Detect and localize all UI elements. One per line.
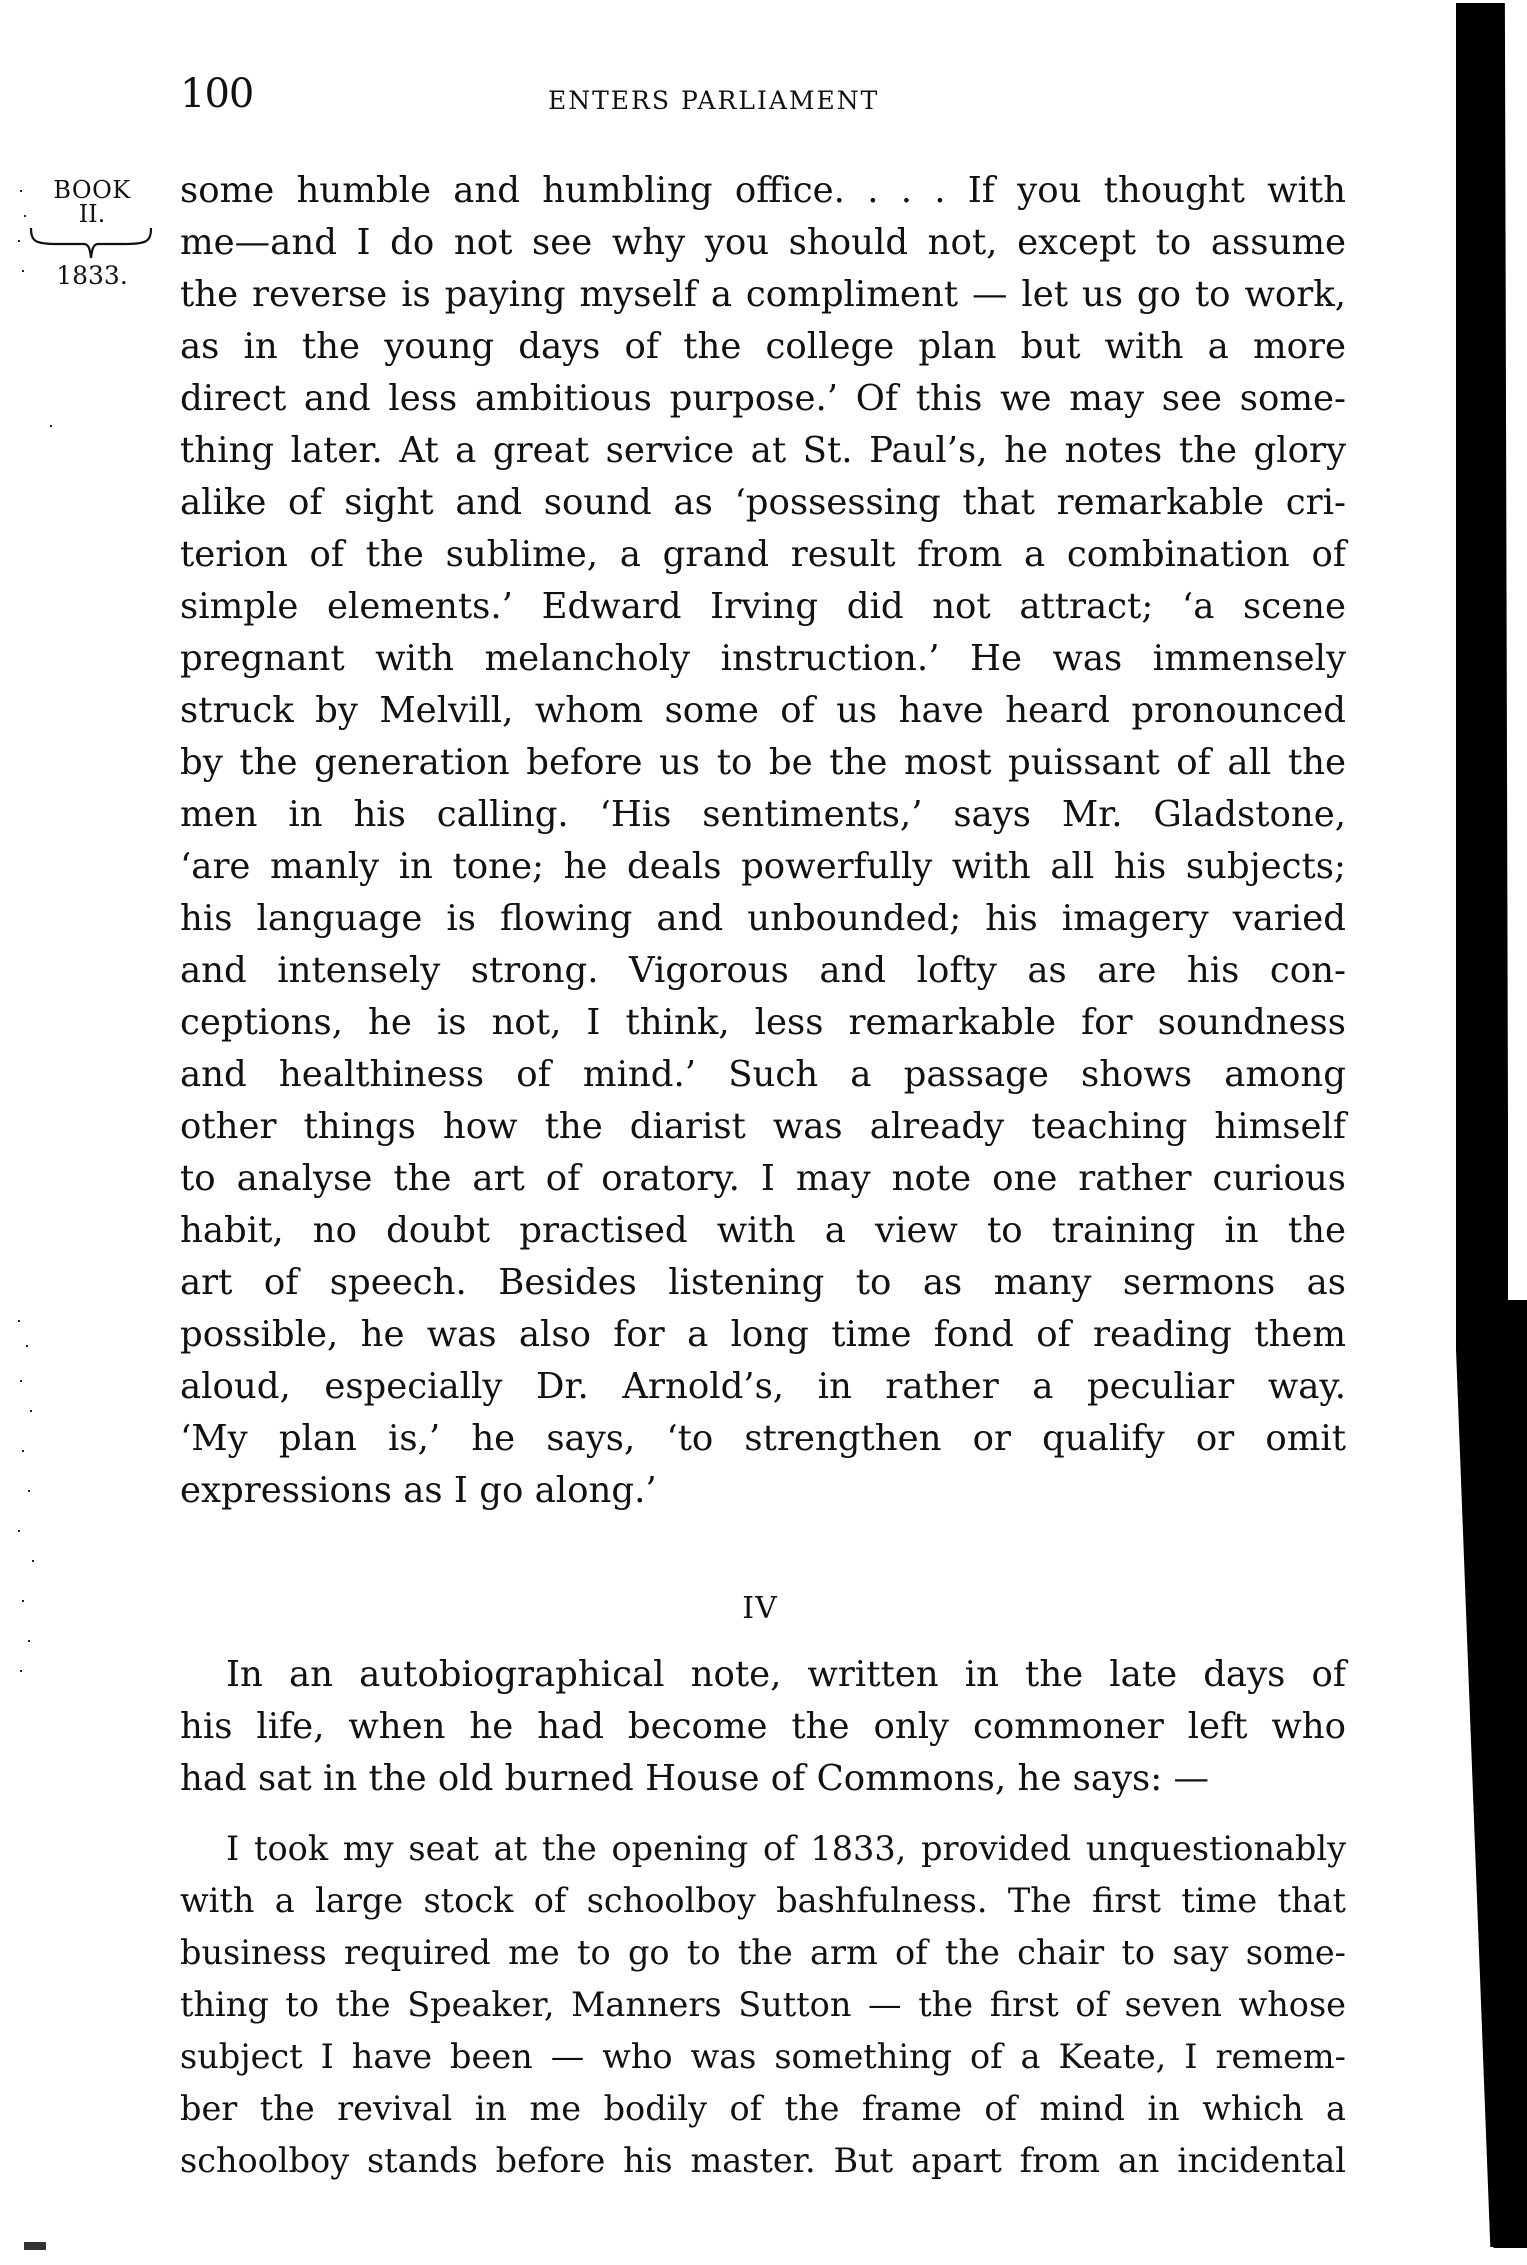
scan-edge-shadow-lower	[1460, 1300, 1527, 2248]
page-number: 100	[180, 71, 254, 117]
text-line: direct and less ambitious purpose.’ Of this we may see some-	[180, 378, 1346, 419]
text-line: thing later. At a great service at St. Paul’s, he notes the glory	[180, 430, 1346, 471]
text-line: and intensely strong. Vigorous and lofty as are his con-	[180, 950, 1346, 991]
text-line: his life, when he had become the only commoner left who	[180, 1706, 1346, 1747]
text-line: habit, no doubt practised with a view to training in the	[180, 1210, 1346, 1251]
text-line: men in his calling. ‘His sentiments,’ says Mr. Gladstone,	[180, 794, 1346, 835]
text-line: some humble and humbling office. . . . If you thought with	[180, 170, 1346, 211]
text-line: possible, he was also for a long time fond of reading them	[180, 1314, 1346, 1355]
text-line: by the generation before us to be the most puissant of all the	[180, 742, 1346, 783]
text-line: had sat in the old burned House of Commons, he says: —	[180, 1758, 1210, 1799]
text-line: terion of the sublime, a grand result from a combination of	[180, 534, 1346, 575]
section-number: IV	[742, 1591, 778, 1626]
text-line: ‘My plan is,’ he says, ‘to strengthen or qualify or omit	[180, 1418, 1346, 1459]
text-line: his language is flowing and unbounded; his imagery varied	[180, 898, 1346, 939]
text-line: In an autobiographical note, written in the late days of	[226, 1654, 1346, 1695]
running-title: ENTERS PARLIAMENT	[548, 86, 880, 115]
quote-line: schoolboy stands before his master. But apart from an incidental	[180, 2141, 1346, 2180]
margin-note-year: 1833.	[56, 261, 128, 290]
quote-line: business required me to go to the arm of the chair to say some-	[180, 1933, 1346, 1972]
text-line: art of speech. Besides listening to as many sermons as	[180, 1262, 1346, 1303]
text-line: alike of sight and sound as ‘possessing that remarkable cri-	[180, 482, 1346, 523]
quote-line: subject I have been — who was something of a Keate, I remem-	[180, 2037, 1346, 2076]
brace-icon	[28, 226, 154, 260]
text-line: simple elements.’ Edward Irving did not attract; ‘a scene	[180, 586, 1346, 627]
quote-line: ber the revival in me bodily of the frame of mind in which a	[180, 2089, 1346, 2128]
text-line: to analyse the art of oratory. I may note one rather curious	[180, 1158, 1346, 1199]
text-line: and healthiness of mind.’ Such a passage shows among	[180, 1054, 1346, 1095]
text-line: ‘are manly in tone; he deals powerfully with all his subjects;	[180, 846, 1346, 887]
text-line: aloud, especially Dr. Arnold’s, in rather a peculiar way.	[180, 1366, 1346, 1407]
text-line: as in the young days of the college plan but with a more	[180, 326, 1346, 367]
text-line: the reverse is paying myself a compliment — let us go to work,	[180, 274, 1346, 315]
quote-line: thing to the Speaker, Manners Sutton — the first of seven whose	[180, 1985, 1346, 2024]
text-line: other things how the diarist was already teaching himself	[180, 1106, 1346, 1147]
text-line: me—and I do not see why you should not, except to assume	[180, 222, 1346, 263]
quote-line: I took my seat at the opening of 1833, provided unquestionably	[226, 1829, 1346, 1868]
margin-note-volume: II.	[78, 200, 106, 228]
quote-line: with a large stock of schoolboy bashfulness. The first time that	[180, 1881, 1346, 1920]
text-line: struck by Melvill, whom some of us have heard pronounced	[180, 690, 1346, 731]
margin-note-book: BOOK	[53, 176, 131, 204]
text-line: ceptions, he is not, I think, less remarkable for soundness	[180, 1002, 1346, 1043]
text-line: expressions as I go along.’	[180, 1470, 657, 1511]
text-line: pregnant with melancholy instruction.’ He was immensely	[180, 638, 1346, 679]
